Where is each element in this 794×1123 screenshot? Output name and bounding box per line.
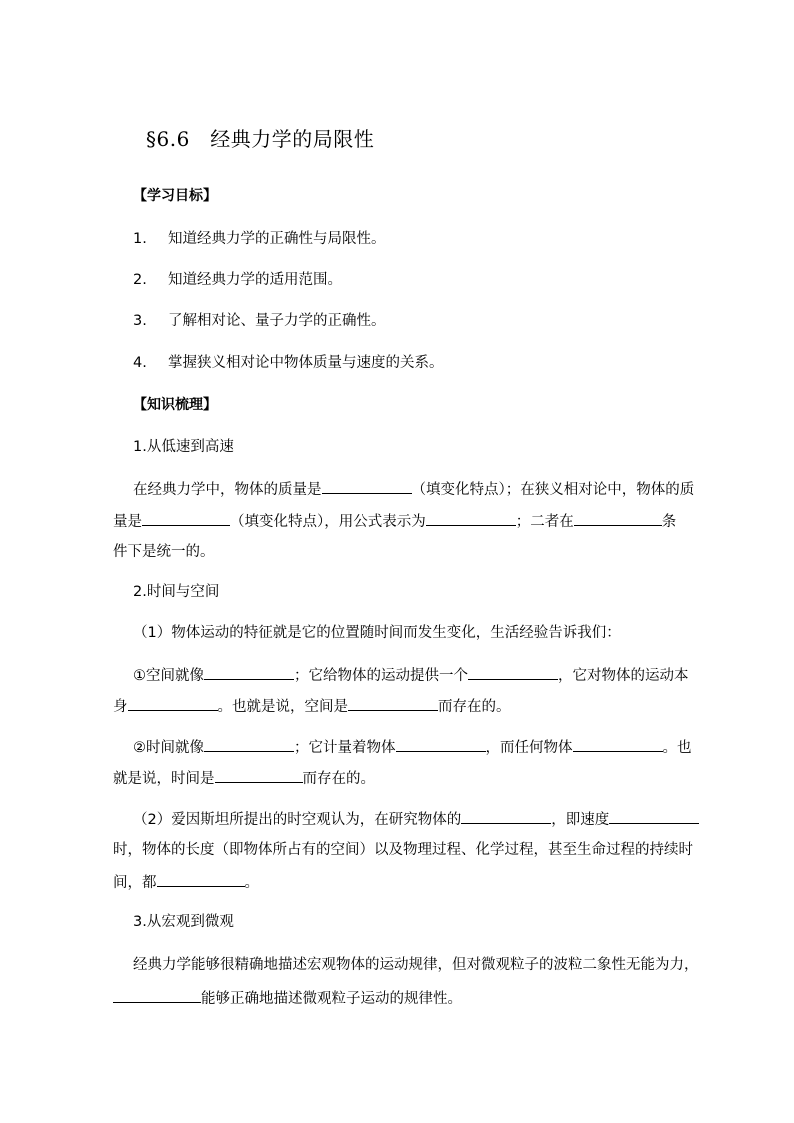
knowledge-heading: 【知识梳理】	[133, 397, 217, 413]
fill-blank	[348, 695, 438, 711]
objective-text: 掌握狭义相对论中物体质量与速度的关系。	[168, 355, 444, 371]
objective-item	[133, 353, 444, 373]
part1-heading: 1.从低速到高速	[133, 439, 234, 455]
fill-blank	[426, 510, 516, 526]
einstein-line2: 时，物体的长度（即物体所占有的空间）以及物理过程、化学过程，甚至生命过程的持续时	[113, 842, 693, 858]
objective-item	[133, 229, 386, 249]
objective-text: 了解相对论、量子力学的正确性。	[168, 313, 386, 329]
objective-text: 知道经典力学的适用范围。	[168, 272, 342, 288]
part1-line3: 件下是统一的。	[113, 544, 215, 560]
fill-blank	[396, 736, 486, 752]
time-line2: 就是说，时间是 而存在的。	[113, 767, 375, 789]
objective-number: 2.	[133, 272, 147, 288]
part1-line2: 量是 （填变化特点），用公式表示为 ；二者在 条	[113, 510, 676, 532]
time-line1: ②时间就像 ；它计量着物体 ，而任何物体 。也	[133, 736, 692, 758]
fill-blank	[573, 736, 663, 752]
objective-item	[133, 311, 386, 331]
einstein-line3: 间，都 。	[113, 871, 259, 893]
fill-blank	[322, 478, 412, 494]
part3-line1: 经典力学能够很精确地描述宏观物体的运动规律，但对微观粒子的波粒二象性无能为力，	[133, 957, 699, 973]
fill-blank	[113, 987, 201, 1003]
space-line1: ①空间就像 ；它给物体的运动提供一个 ，它对物体的运动本	[133, 664, 689, 686]
objective-number: 3.	[133, 313, 147, 329]
part3-heading: 3.从宏观到微观	[133, 914, 234, 930]
part2-heading: 2.时间与空间	[133, 584, 220, 600]
objective-text: 知道经典力学的正确性与局限性。	[168, 231, 386, 247]
einstein-line1: （2）爱因斯坦所提出的时空观认为，在研究物体的 ，即速度	[133, 808, 699, 830]
objectives-heading: 【学习目标】	[133, 188, 217, 204]
fill-blank	[204, 664, 294, 680]
fill-blank	[468, 664, 558, 680]
part3-line2: 能够正确地描述微观粒子运动的规律性。	[113, 987, 462, 1009]
part1-line1: 在经典力学中，物体的质量是 （填变化特点）；在狭义相对论中，物体的质	[133, 478, 694, 500]
fill-blank	[128, 695, 218, 711]
objective-number: 4.	[133, 355, 147, 371]
fill-blank	[157, 871, 245, 887]
objective-number: 1.	[133, 231, 147, 247]
fill-blank	[574, 510, 662, 526]
fill-blank	[461, 808, 551, 824]
fill-blank	[204, 736, 294, 752]
part2-sub1: （1）物体运动的特征就是它的位置随时间而发生变化，生活经验告诉我们：	[133, 625, 621, 641]
fill-blank	[215, 767, 303, 783]
fill-blank	[609, 808, 699, 824]
space-line2: 身 。也就是说，空间是 而存在的。	[113, 695, 511, 717]
fill-blank	[142, 510, 230, 526]
objective-item	[133, 270, 342, 290]
page-title: §6.6 经典力学的局限性	[146, 127, 375, 151]
